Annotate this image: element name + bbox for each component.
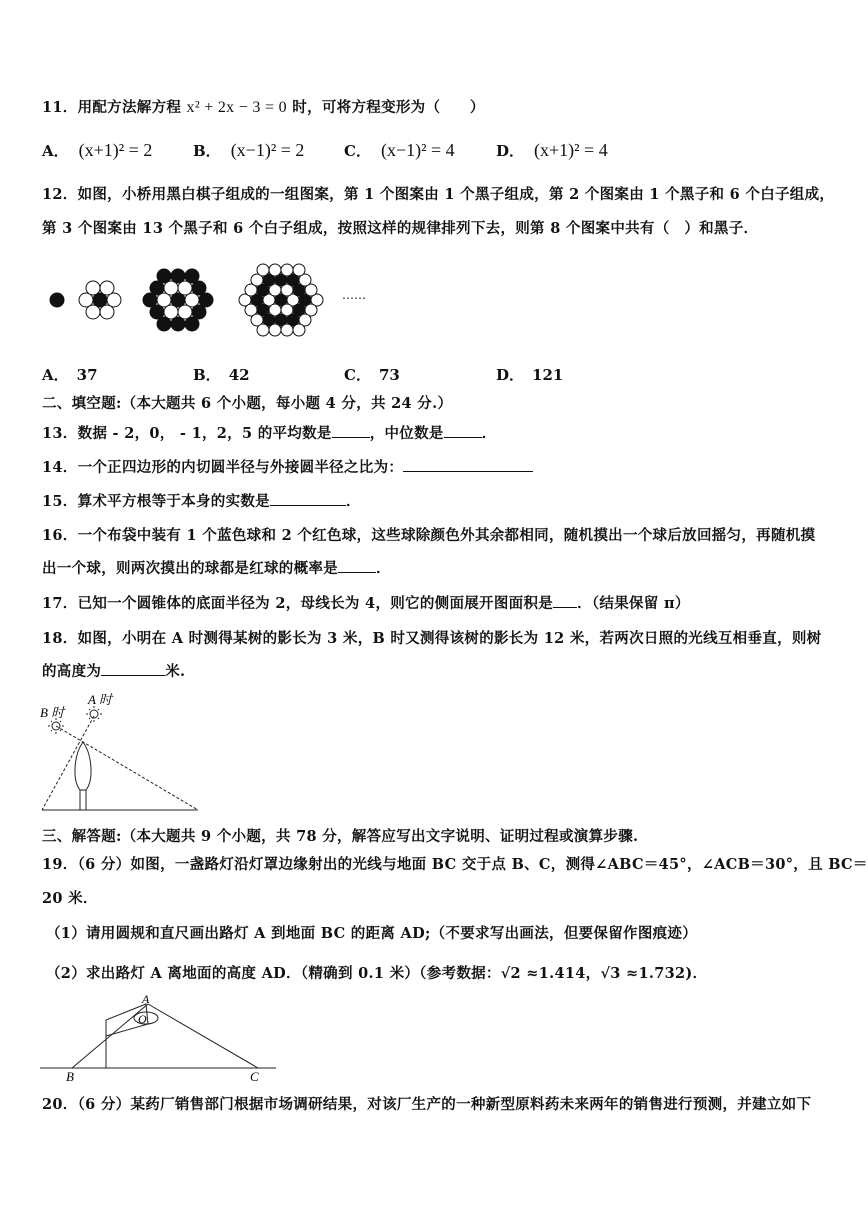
q11-stem-pre: 11．用配方法解方程: [42, 99, 182, 116]
q14: 14．一个正四边形的内切圆半径与外接圆半径之比为：: [42, 456, 533, 477]
q12-ellipsis: ……: [342, 288, 366, 302]
q11-option-a[interactable]: A． (x+1)² = 2: [42, 140, 153, 160]
section2-heading: 二、填空题:（本大题共 6 个小题，每小题 4 分，共 24 分.）: [42, 395, 453, 412]
q12-pattern-figure: [40, 250, 380, 350]
q18-tree-shadow-figure: [36, 690, 206, 815]
q16-line2: 出一个球，则两次摸出的球都是红球的概率是 ．: [42, 560, 391, 577]
q16-blank[interactable]: [338, 571, 376, 573]
q11-option-d[interactable]: D． (x+1)² = 4: [496, 140, 608, 160]
q11-stem: [42, 96, 485, 117]
q12-line1: 12．如图，小桥用黑白棋子组成的一组图案，第 1 个图案由 1 个黑子组成，第 2 个图案由 1 个黑子和 6 个白子组成，: [42, 186, 835, 203]
q12-option-b[interactable]: B． 42: [193, 366, 250, 384]
q19-label-b: B: [66, 1069, 74, 1084]
q20-line1: 20．（6 分）某药厂销售部门根据市场调研结果，对该厂生产的一种新型原料药未来两年的销售进行预测，并建立如下: [42, 1096, 812, 1113]
q13-blank-mean[interactable]: [332, 436, 370, 438]
q18-label-a: A 时: [88, 692, 112, 707]
sun-a-icon: [86, 706, 102, 722]
q19-part2: （2）求出路灯 A 离地面的高度 AD．（精确到 0.1 米）（参考数据：√2 ≈1.414，√3 ≈1.732)．: [46, 965, 708, 982]
q19-streetlight-figure: [38, 992, 278, 1086]
q19-line2: 20 米．: [42, 890, 98, 907]
pattern1-black-stone: [50, 293, 64, 307]
q11-equation: x² + 2x − 3 = 0: [186, 99, 287, 116]
q19-label-c: C: [250, 1069, 259, 1084]
q19-label-o: O: [138, 1012, 147, 1026]
q19-line1: 19．（6 分）如图，一盏路灯沿灯罩边缘射出的光线与地面 BC 交于点 B、C，测得∠ABC＝45°，∠ACB＝30°，且 BC＝: [42, 856, 868, 873]
q18-line2: 的高度为 米.: [42, 663, 186, 680]
q16-line1: 16．一个布袋中装有 1 个蓝色球和 2 个红色球，这些球除颜色外其余都相同，随机摸出一个球后放回摇匀，再随机摸: [42, 527, 816, 544]
q19-part1: （1）请用圆规和直尺画出路灯 A 到地面 BC 的距离 AD;（不要求写出画法，但要保留作图痕迹）: [46, 925, 698, 942]
q18-line1: 18．如图，小明在 A 时测得某树的影长为 3 米，B 时又测得该树的影长为 12 米，若两次日照的光线互相垂直，则树: [42, 630, 822, 647]
q12-option-d[interactable]: D． 121: [496, 366, 564, 384]
q11-stem-post: 时，可将方程变形为（ ）: [292, 99, 485, 116]
q12-line2: 第 3 个图案由 13 个黑子和 6 个白子组成，按照这样的规律排列下去，则第 8 个图案中共有（ ）和黑子．: [42, 220, 759, 237]
q13: 13．数据 - 2，0， - 1，2，5 的平均数是 ，中位数是 ．: [42, 425, 497, 442]
q12-option-c[interactable]: C． 73: [344, 366, 400, 384]
q18-blank[interactable]: [101, 674, 165, 676]
q18-label-b: B 时: [40, 705, 65, 720]
section3-heading: 三、解答题:（本大题共 9 个小题，共 78 分，解答应写出文字说明、证明过程或演算步骤.: [42, 828, 639, 845]
q15-blank[interactable]: [270, 504, 346, 506]
q12-option-a[interactable]: A． 37: [42, 366, 98, 384]
q17: 17．已知一个圆锥体的底面半径为 2，母线长为 4，则它的侧面展开图面积是 ．（结果保留 π）: [42, 595, 690, 612]
q11-option-c[interactable]: C． (x−1)² = 4: [344, 140, 455, 160]
q17-blank[interactable]: [553, 606, 577, 608]
q13-blank-median[interactable]: [444, 436, 482, 438]
q11-option-b[interactable]: B． (x−1)² = 2: [193, 140, 305, 160]
q15: 15．算术平方根等于本身的实数是 ．: [42, 493, 361, 510]
q14-blank[interactable]: [403, 470, 533, 472]
q19-label-a: A: [142, 992, 150, 1006]
